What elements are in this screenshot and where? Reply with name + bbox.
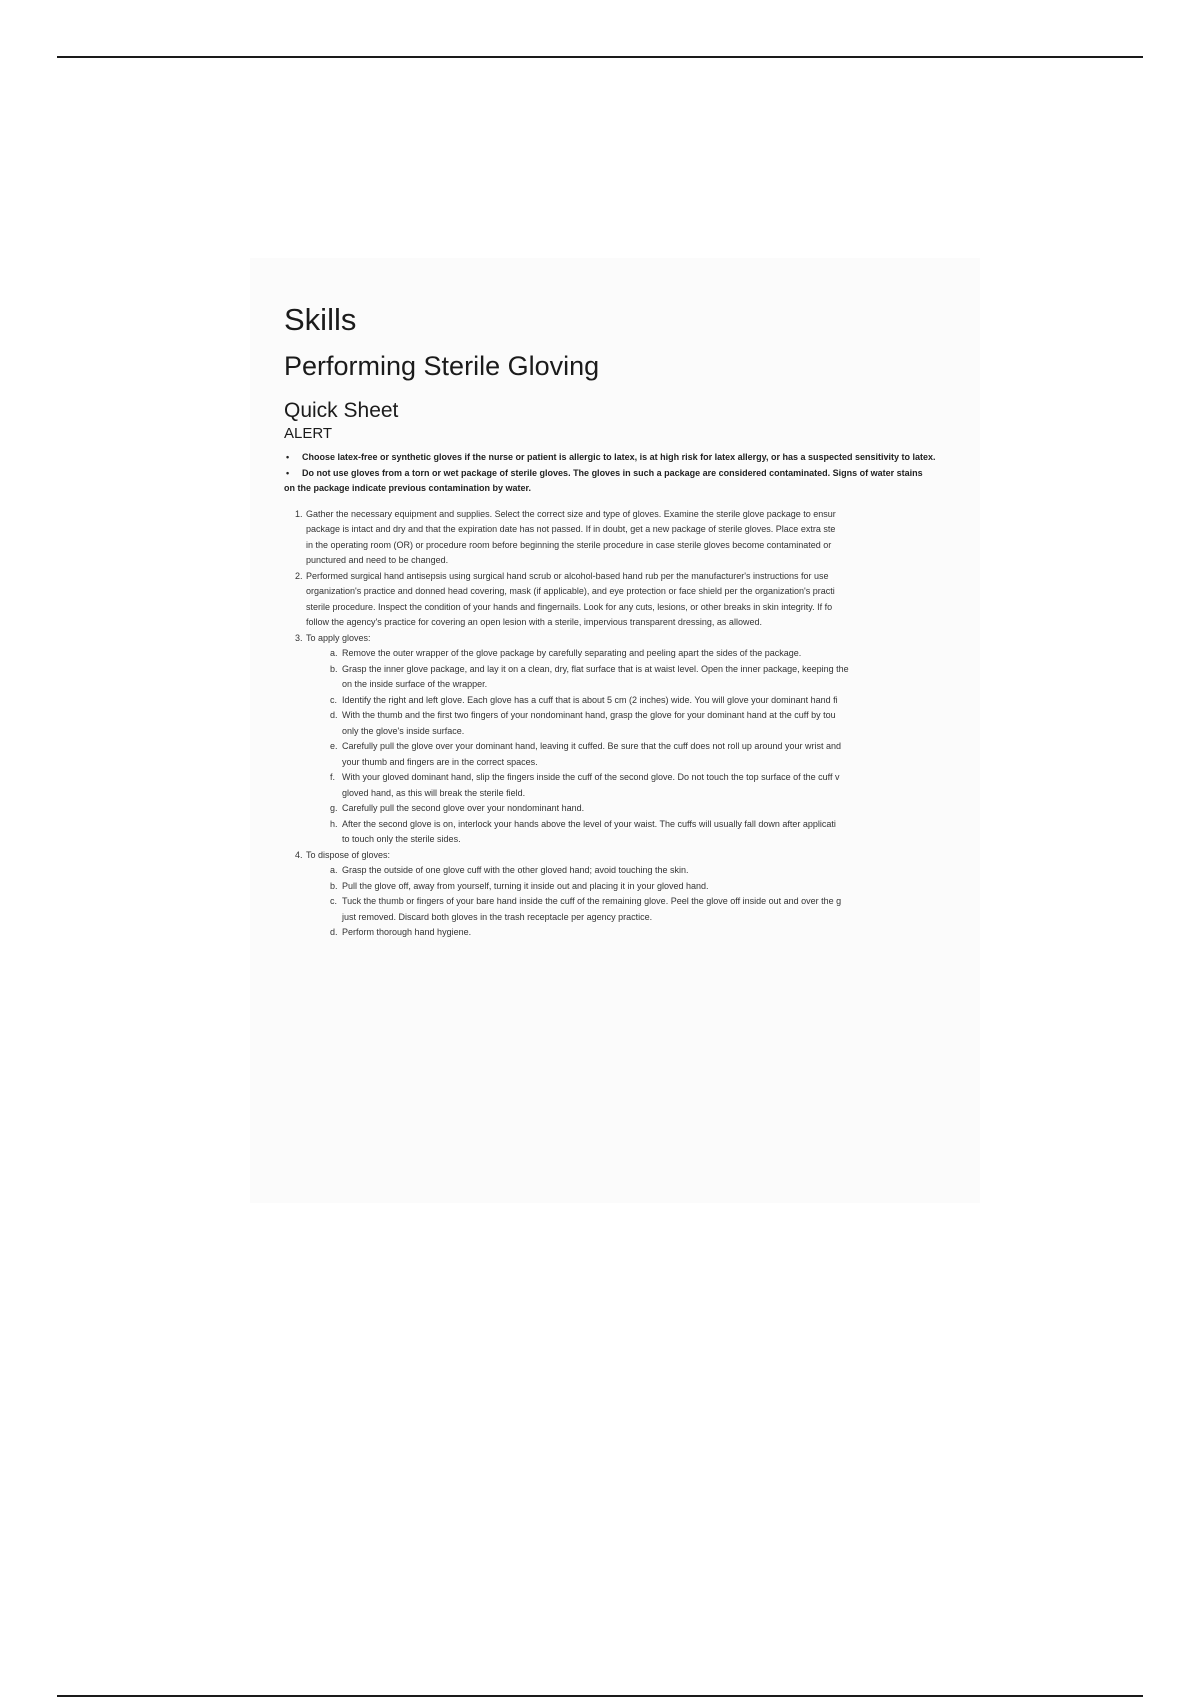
- substep-text: just removed. Discard both gloves in the trash receptacle per agency practice.: [342, 911, 653, 922]
- step-text: To apply gloves:: [306, 632, 371, 643]
- substep-item: [306, 693, 964, 709]
- step-text: To dispose of gloves:: [306, 849, 391, 860]
- substep-text: Identify the right and left glove. Each glove has a cuff that is about 5 cm (2 inches) wide. You will glove your dominant hand fi: [342, 694, 838, 705]
- top-divider: [57, 56, 1143, 58]
- substep-item: [306, 817, 964, 848]
- section-heading: Quick Sheet: [284, 399, 399, 422]
- substep-text: Perform thorough hand hygiene.: [342, 927, 472, 937]
- step-item: [284, 631, 964, 848]
- substep-text: Tuck the thumb or fingers of your bare hand inside the cuff of the remaining glove. Peel the glove off inside out and over the g: [342, 896, 842, 906]
- alert-label: ALERT: [284, 425, 333, 442]
- substep-text: With the thumb and the first two fingers of your nondominant hand, grasp the glove for your dominant hand at the cuff by tou: [342, 710, 836, 720]
- substep-text: only the glove's inside surface.: [342, 725, 465, 736]
- substep-item: [306, 708, 964, 739]
- substep-item: [306, 894, 964, 925]
- step-item: [284, 569, 964, 631]
- substep-letter: d.: [330, 927, 338, 937]
- step-text: package is intact and dry and that the expiration date has not passed. If in doubt, get a new package of sterile gloves. Place extra ste: [306, 524, 836, 534]
- step-number: 1.: [295, 508, 303, 519]
- step-item: [284, 848, 964, 941]
- substep-text: to touch only the sterile sides.: [342, 834, 461, 844]
- substep-item: [306, 801, 964, 817]
- step-text: punctured and need to be changed.: [306, 555, 449, 565]
- substep-item: [306, 770, 964, 801]
- step-text: Gather the necessary equipment and supplies. Select the correct size and type of gloves. Examine the sterile glove package to ensur: [306, 508, 836, 519]
- bottom-divider: [57, 1695, 1143, 1697]
- substep-item: [306, 879, 964, 895]
- substep-letter: c.: [330, 896, 338, 906]
- document-content: [284, 302, 964, 941]
- substep-letter: d.: [330, 710, 338, 720]
- step-text: in the operating room (OR) or procedure room before beginning the sterile procedure in case sterile gloves become contaminated or: [306, 539, 832, 550]
- step-number: 2.: [295, 570, 303, 581]
- step-text: organization's practice and donned head covering, mask (if applicable), and eye protection or face shield per the organization's practi: [306, 586, 835, 596]
- step-number: 3.: [295, 632, 303, 643]
- substep-text: your thumb and fingers are in the correct spaces.: [342, 756, 538, 767]
- substep-letter: a.: [330, 865, 338, 875]
- substep-text: Carefully pull the second glove over your nondominant hand.: [342, 803, 585, 813]
- alert-item: • Choose latex-free or synthetic gloves if the nurse or patient is allergic to latex, is at high risk for latex allergy, or has a suspected sensitivity to latex.: [286, 452, 936, 462]
- substep-letter: b.: [330, 663, 338, 674]
- page-subtitle: Performing Sterile Gloving: [284, 351, 600, 381]
- substep-letter: a.: [330, 648, 338, 658]
- alert-list: [284, 450, 964, 497]
- substep-item: [306, 662, 964, 693]
- substep-letter: b.: [330, 880, 338, 891]
- page-title: Skills: [284, 302, 357, 337]
- substep-text: Grasp the inner glove package, and lay it on a clean, dry, flat surface that is at waist level. Open the inner package, keeping the: [342, 663, 849, 674]
- substep-item: [306, 739, 964, 770]
- substep-letter: e.: [330, 741, 338, 751]
- substep-letter: h.: [330, 818, 338, 829]
- document-page: [250, 258, 980, 1203]
- step-text: Performed surgical hand antisepsis using surgical hand scrub or alcohol-based hand rub per the manufacturer's instructions for use: [306, 570, 829, 581]
- substep-list: [306, 863, 964, 941]
- substep-text: After the second glove is on, interlock your hands above the level of your waist. The cuffs will usually fall down after applicati: [342, 818, 836, 829]
- substep-text: With your gloved dominant hand, slip the fingers inside the cuff of the second glove. Do not touch the top surface of the cuff v: [342, 772, 840, 782]
- substep-letter: c.: [330, 694, 338, 705]
- substep-text: Pull the glove off, away from yourself, turning it inside out and placing it in your gloved hand.: [342, 880, 709, 891]
- step-item: [284, 507, 964, 569]
- substep-item: [306, 925, 964, 941]
- procedure-steps: [284, 507, 964, 941]
- substep-text: on the inside surface of the wrapper.: [342, 679, 488, 689]
- substep-item: [306, 646, 964, 662]
- substep-text: Remove the outer wrapper of the glove package by carefully separating and peeling apart the sides of the package.: [342, 648, 802, 658]
- alert-item: • Do not use gloves from a torn or wet package of sterile gloves. The gloves in such a package are considered contaminated. Signs of water stains: [286, 467, 923, 478]
- substep-item: [306, 863, 964, 879]
- step-text: follow the agency's practice for covering an open lesion with a sterile, impervious transparent dressing, as allowed.: [306, 617, 762, 627]
- substep-text: gloved hand, as this will break the sterile field.: [342, 787, 526, 798]
- substep-text: Carefully pull the glove over your dominant hand, leaving it cuffed. Be sure that the cuff does not roll up around your wrist and: [342, 741, 841, 751]
- substep-text: Grasp the outside of one glove cuff with the other gloved hand; avoid touching the skin.: [342, 865, 689, 875]
- step-text: sterile procedure. Inspect the condition of your hands and fingernails. Look for any cuts, lesions, or other breaks in skin integrity. If fo: [306, 601, 833, 612]
- substep-list: [306, 646, 964, 848]
- substep-letter: g.: [330, 803, 338, 813]
- substep-letter: f.: [330, 772, 336, 782]
- alert-item-continuation: on the package indicate previous contamination by water.: [284, 483, 532, 493]
- step-number: 4.: [295, 849, 303, 860]
